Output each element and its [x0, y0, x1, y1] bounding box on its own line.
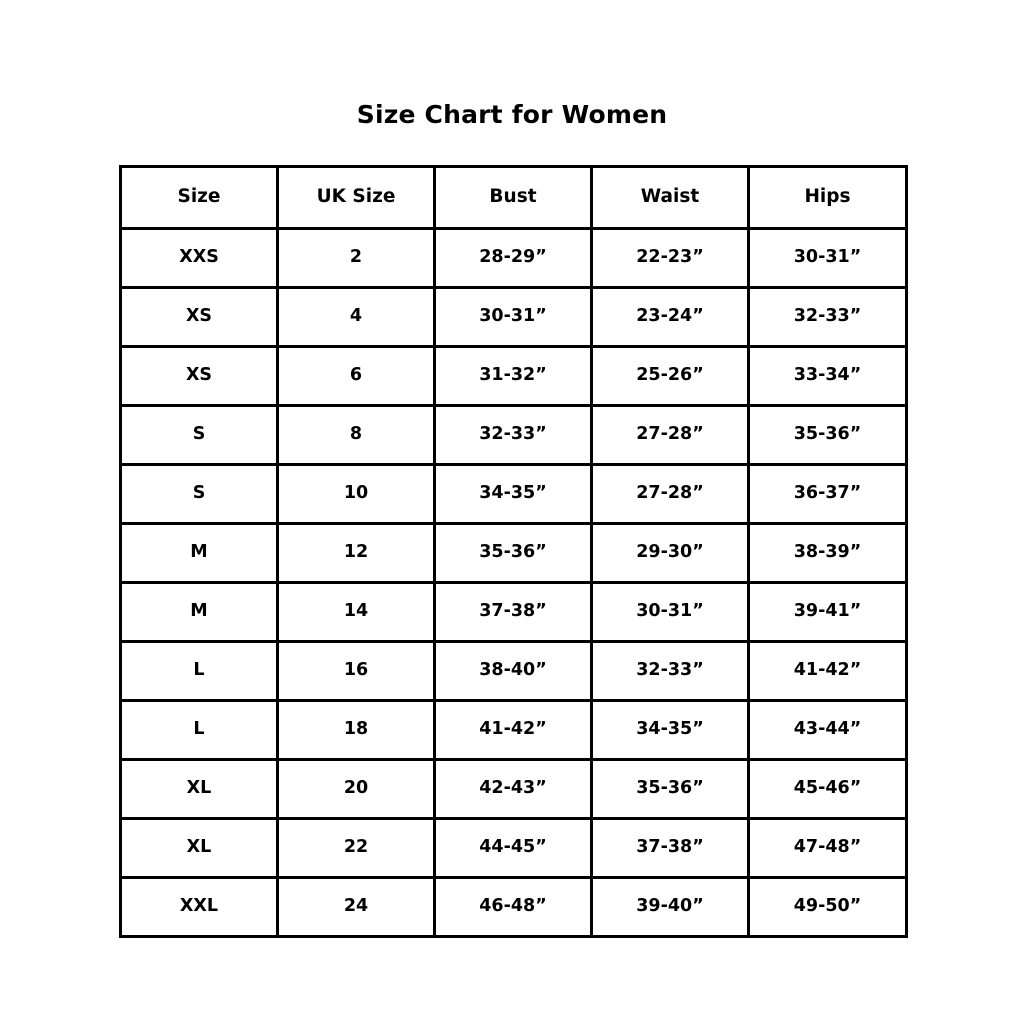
- cell-hips: 30-31”: [749, 229, 907, 288]
- cell-waist: 35-36”: [592, 760, 749, 819]
- cell-bust: 34-35”: [435, 465, 592, 524]
- table-row: [121, 347, 907, 406]
- cell-bust: 32-33”: [435, 406, 592, 465]
- cell-waist: 27-28”: [592, 406, 749, 465]
- cell-hips: 38-39”: [749, 524, 907, 583]
- column-header-hips: Hips: [749, 167, 907, 229]
- cell-uk-size: 22: [278, 819, 435, 878]
- cell-size: S: [121, 465, 278, 524]
- cell-bust: 38-40”: [435, 642, 592, 701]
- cell-hips: 36-37”: [749, 465, 907, 524]
- page-title: Size Chart for Women: [356, 100, 668, 129]
- table-row: [121, 583, 907, 642]
- table-header: [121, 167, 907, 229]
- cell-uk-size: 18: [278, 701, 435, 760]
- cell-waist: 37-38”: [592, 819, 749, 878]
- cell-size: XXS: [121, 229, 278, 288]
- cell-hips: 43-44”: [749, 701, 907, 760]
- cell-waist: 23-24”: [592, 288, 749, 347]
- cell-size: L: [121, 701, 278, 760]
- cell-size: S: [121, 406, 278, 465]
- cell-hips: 33-34”: [749, 347, 907, 406]
- table-row: [121, 465, 907, 524]
- cell-uk-size: 12: [278, 524, 435, 583]
- cell-bust: 30-31”: [435, 288, 592, 347]
- cell-bust: 28-29”: [435, 229, 592, 288]
- table-row: [121, 524, 907, 583]
- table-row: [121, 819, 907, 878]
- cell-hips: 41-42”: [749, 642, 907, 701]
- cell-hips: 35-36”: [749, 406, 907, 465]
- cell-uk-size: 20: [278, 760, 435, 819]
- cell-size: XS: [121, 347, 278, 406]
- cell-waist: 22-23”: [592, 229, 749, 288]
- cell-hips: 49-50”: [749, 878, 907, 937]
- cell-waist: 32-33”: [592, 642, 749, 701]
- cell-waist: 34-35”: [592, 701, 749, 760]
- table-body: [121, 229, 907, 937]
- cell-uk-size: 8: [278, 406, 435, 465]
- cell-bust: 37-38”: [435, 583, 592, 642]
- cell-waist: 27-28”: [592, 465, 749, 524]
- column-header-uk-size: UK Size: [278, 167, 435, 229]
- column-header-waist: Waist: [592, 167, 749, 229]
- table-row: [121, 642, 907, 701]
- size-chart-table: [119, 165, 908, 938]
- table-row: [121, 878, 907, 937]
- cell-bust: 46-48”: [435, 878, 592, 937]
- cell-hips: 47-48”: [749, 819, 907, 878]
- cell-size: XXL: [121, 878, 278, 937]
- cell-hips: 39-41”: [749, 583, 907, 642]
- cell-size: XS: [121, 288, 278, 347]
- column-header-bust: Bust: [435, 167, 592, 229]
- cell-hips: 32-33”: [749, 288, 907, 347]
- cell-uk-size: 6: [278, 347, 435, 406]
- cell-size: M: [121, 583, 278, 642]
- cell-size: XL: [121, 760, 278, 819]
- column-header-size: Size: [121, 167, 278, 229]
- cell-bust: 42-43”: [435, 760, 592, 819]
- cell-size: M: [121, 524, 278, 583]
- cell-uk-size: 2: [278, 229, 435, 288]
- table-row: [121, 701, 907, 760]
- cell-bust: 31-32”: [435, 347, 592, 406]
- cell-uk-size: 4: [278, 288, 435, 347]
- cell-size: XL: [121, 819, 278, 878]
- size-chart-table-wrapper: [119, 165, 905, 938]
- cell-bust: 35-36”: [435, 524, 592, 583]
- cell-uk-size: 14: [278, 583, 435, 642]
- table-row: [121, 760, 907, 819]
- cell-waist: 25-26”: [592, 347, 749, 406]
- cell-uk-size: 24: [278, 878, 435, 937]
- cell-bust: 44-45”: [435, 819, 592, 878]
- cell-waist: 30-31”: [592, 583, 749, 642]
- cell-size: L: [121, 642, 278, 701]
- table-row: [121, 288, 907, 347]
- cell-bust: 41-42”: [435, 701, 592, 760]
- table-row: [121, 229, 907, 288]
- cell-waist: 29-30”: [592, 524, 749, 583]
- cell-hips: 45-46”: [749, 760, 907, 819]
- table-header-row: [121, 167, 907, 229]
- cell-uk-size: 10: [278, 465, 435, 524]
- cell-uk-size: 16: [278, 642, 435, 701]
- table-row: [121, 406, 907, 465]
- cell-waist: 39-40”: [592, 878, 749, 937]
